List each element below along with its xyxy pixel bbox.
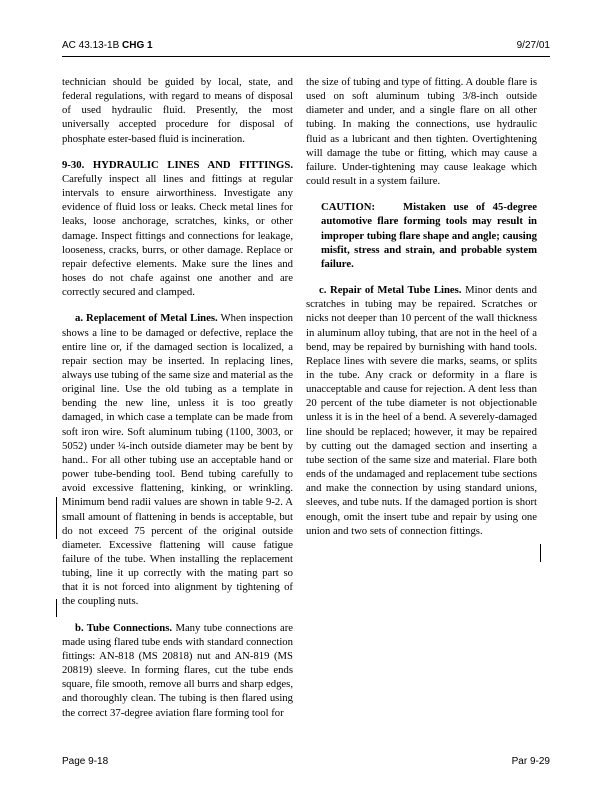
- paragraph-disposal: technician should be guided by local, state, and federal regulations, with regard to means of disposal of used hydraulic fluid. Presently, the most universally accepted procedure for disposal of phosphate ester-based fluid is incineration.: [62, 76, 293, 145]
- paragraph-b-start: [62, 621, 293, 720]
- paragraph-a-text: When inspection shows a line to be damaged or defective, replace the entire line or, if the damaged section is localized, a repair section may be inserted. In replacing lines, always use tubing of the same size and material as the original line. Use the old tubing as a template in bending the new line, unless it is too greatly damaged, in which case a template can be made from soft iron wire. Soft aluminum tubing (1100, 3003, or 5052) under ¼-inch outside diameter may be bent by hand.. For all other tubing use an acceptable hand or power tube-bending tool. Bend tubing carefully to avoid excessive flattening, kinking, or wrinkling. Minimum bend radii values are shown in table 9-2. A small amount of flattening in bends is acceptable, but do not exceed 75 percent of the original outside diameter. Excessive flattening will cause fatigue failure of the tube. When installing the replacement tubing, line it up correctly with the mating part so that it is not forced into alignment by tightening of the coupling nuts.: [62, 312, 294, 608]
- paragraph-a: [62, 311, 293, 608]
- paragraph-b-heading: b. Tube Connections.: [75, 621, 173, 634]
- paragraph-c: [306, 283, 537, 538]
- right-column: [306, 75, 537, 550]
- header-rule: [62, 56, 550, 57]
- paragraph-a-heading: a. Replacement of Metal Lines.: [75, 312, 218, 325]
- footer-paragraph-ref: Par 9-29: [511, 756, 550, 767]
- section-9-30-text: Carefully inspect all lines and fittings at regular intervals to ensure airworthiness. Investigate any evidence of fluid loss or leaks. Check metal lines for leaks, loose anchorage, scratches, kinks, or other damage. Inspect fittings and connections for leakage, looseness, cracks, burrs, or other damage. Replace or repair defective elements. Make sure the lines and hoses do not chafe against one another and are correctly secured and clamped.: [62, 172, 293, 299]
- left-column: [62, 75, 293, 732]
- doc-id: AC 43.13-1B: [62, 40, 120, 51]
- change-bar: [540, 544, 541, 562]
- section-9-30: [62, 158, 293, 300]
- footer-page-number: Page 9-18: [62, 756, 109, 767]
- header-date: 9/27/01: [516, 40, 550, 51]
- paragraph-b-continued: the size of tubing and type of fitting. A double flare is used on soft aluminum tubing 3/8-inch outside diameter and under, and a single flare on all other tubing. In making the connections, use hydraulic fluid as a lubricant and then tighten. Overtightening will damage the tube or fitting, which may cause a failure. Under-tightening may cause leakage which could result in a system failure.: [306, 76, 537, 188]
- paragraph-c-text: Minor dents and scratches in tubing may be repaired. Scratches or nicks not deeper than 10 percent of the wall thickness in aluminum alloy tubing, that are not in the heel of a bend, may be repaired by burnishing with hand tools. Replace lines with severe die marks, seams, or splits in the tube. Any crack or deformity in a flare is unacceptable and cause for rejection. A dent less than 20 percent of the tube diameter is not objectionable unless it is in the heel of a bend. A severely-damaged line should be replaced; however, it may be repaired by cutting out the damaged section and inserting a tube section of the same size and material. Flare both ends of the undamaged and replacement tube sections and make the connection by using standard unions, sleeves, and tube nuts. If the damaged portion is short enough, omit the insert tube and repair by using one union and two sets of connection fittings.: [306, 284, 537, 537]
- caution-box: [321, 200, 537, 271]
- section-9-30-heading: 9-30. HYDRAULIC LINES AND FITTINGS.: [62, 158, 293, 171]
- paragraph-b-text: Many tube connections are made using flared tube ends with standard connection fittings: AN-818 (MS 20818) nut and AN-819 (MS 20819) sleeve. In forming flares, cut the tube ends square, file smooth, remove all burrs and sharp edges, and thoroughly clean. The tubing is then flared using the correct 37-degree aviation flare forming tool for: [62, 621, 293, 719]
- change-bar: [56, 599, 57, 617]
- doc-change: CHG 1: [122, 40, 153, 51]
- caution-label: CAUTION:: [321, 201, 376, 214]
- paragraph-c-heading: c. Repair of Metal Tube Lines.: [319, 284, 462, 297]
- change-bar: [56, 497, 57, 539]
- caution-text: Mistaken use of 45-degree automotive flare forming tools may result in improper tubing flare shape and angle; causing misfit, stress and strain, and probable system failure.: [321, 201, 537, 270]
- header-doc-id: [62, 40, 153, 52]
